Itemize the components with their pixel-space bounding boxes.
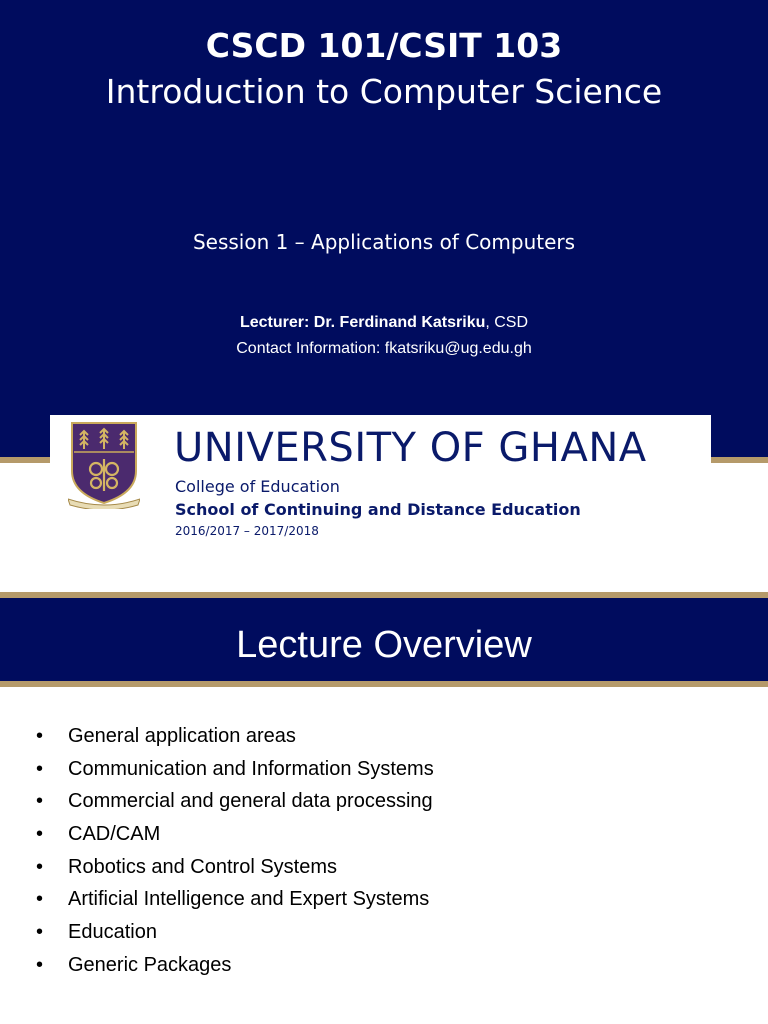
course-title: Introduction to Computer Science — [105, 72, 663, 111]
list-item — [36, 818, 434, 851]
list-item — [36, 949, 434, 982]
list-item-label: CAD/CAM — [68, 823, 161, 846]
bullet-icon: • — [36, 888, 44, 911]
bullet-icon: • — [36, 757, 44, 780]
lecturer-name: Lecturer: Dr. Ferdinand Katsriku — [239, 314, 486, 331]
lecturer-dept: , CSD — [485, 314, 529, 331]
university-name: UNIVERSITY OF GHANA — [174, 425, 647, 471]
bullet-icon: • — [36, 953, 44, 976]
school-name: School of Continuing and Distance Education — [175, 500, 581, 519]
overview-slide — [0, 592, 768, 1024]
university-crest-icon — [68, 419, 140, 509]
list-item — [36, 720, 434, 753]
bullet-icon: • — [36, 725, 44, 747]
list-item-label: General application areas — [68, 725, 296, 747]
bullet-icon: • — [36, 921, 44, 944]
overview-title: Lecture Overview — [236, 624, 532, 666]
list-item-label: Communication and Information Systems — [68, 757, 434, 780]
course-code: CSCD 101/CSIT 103 — [205, 26, 563, 65]
list-item — [36, 785, 434, 818]
contact-info: Contact Information: fkatsriku@ug.edu.gh — [236, 340, 532, 357]
list-item — [36, 851, 434, 884]
title-background — [0, 0, 768, 458]
list-item-label: Commercial and general data processing — [68, 790, 433, 813]
lecturer-line — [0, 314, 768, 332]
list-item — [36, 916, 434, 949]
bullet-icon: • — [36, 855, 44, 878]
bullet-icon: • — [36, 823, 44, 846]
list-item — [36, 883, 434, 916]
bullet-icon: • — [36, 790, 44, 813]
list-item-label: Generic Packages — [68, 953, 232, 976]
list-item-label: Robotics and Control Systems — [68, 855, 338, 878]
academic-years: 2016/2017 – 2017/2018 — [175, 524, 319, 538]
list-item-label: Education — [68, 921, 157, 944]
list-item — [36, 753, 434, 786]
university-banner — [50, 415, 711, 590]
college-name: College of Education — [175, 477, 340, 496]
gold-divider-bottom — [0, 681, 768, 687]
overview-list — [36, 720, 434, 982]
list-item-label: Artificial Intelligence and Expert Systems — [68, 888, 430, 911]
session-title: Session 1 – Applications of Computers — [192, 230, 576, 254]
